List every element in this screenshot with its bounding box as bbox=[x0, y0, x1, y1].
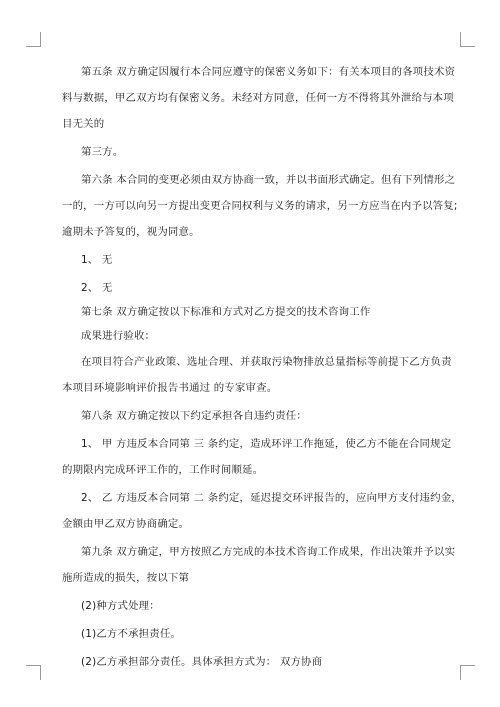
article-8-line-5: 金额由甲乙双方协商确定。 bbox=[62, 518, 190, 530]
article-8-line-3: 的期限内完成环评工作的，工作时间顺延。 bbox=[62, 464, 264, 476]
article-7-line-2: 成果进行验收： bbox=[81, 330, 156, 342]
article-9-line-5: (2)乙方承担部分责任。具体承担方式为： 双方协商 bbox=[81, 656, 323, 668]
article-5-line-3: 目无关的 bbox=[62, 118, 105, 130]
article-8-line-2: 1、 甲 方违反本合同第 三 条约定，造成环评工作拖延，使乙方不能在合同规定 bbox=[81, 438, 452, 450]
article-6-item-2: 2、 无 bbox=[81, 282, 113, 294]
crop-mark-bottom-right bbox=[460, 665, 475, 680]
article-5-line-2: 料与数据，甲乙双方均有保密义务。未经对方同意，任何一方不得将其外泄给与本项 bbox=[62, 92, 454, 104]
article-9-line-3: (2)种方式处理： bbox=[81, 600, 160, 612]
crop-mark-bottom-left bbox=[26, 665, 41, 680]
article-6-item-1: 1、 无 bbox=[81, 254, 113, 266]
article-9-line-2: 施所造成的损失，按以下第 bbox=[62, 572, 190, 584]
article-6-line-1: 第六条 本合同的变更必须由双方协商一致，并以书面形式确定。但有下列情形之 bbox=[81, 174, 456, 186]
article-5-line-4: 第三方。 bbox=[81, 146, 124, 158]
article-8-line-1: 第八条 双方确定按以下约定承担各自违约责任： bbox=[81, 410, 307, 422]
document-body bbox=[62, 66, 462, 669]
crop-mark-top-right bbox=[460, 32, 475, 47]
article-5-line-1: 第五条 双方确定因履行本合同应遵守的保密义务如下：有关本项目的各项技术资 bbox=[81, 66, 456, 78]
article-6-line-2: 一的，一方可以向另一方提出变更合同权利与义务的请求，另一方应当在内予以答复; bbox=[62, 200, 458, 212]
article-7-line-1: 第七条 双方确定按以下标准和方式对乙方提交的技术咨询工作 bbox=[81, 306, 371, 318]
article-6-line-3: 逾期未予答复的，视为同意。 bbox=[62, 226, 200, 238]
article-8-line-4: 2、 乙 方违反本合同第 二 条约定，延迟提交环评报告的，应向甲方支付违约金， bbox=[81, 492, 462, 504]
article-7-line-3: 在项目符合产业政策、选址合理、并获取污染物排放总量指标等前提下乙方负责 bbox=[81, 356, 452, 368]
article-9-line-1: 第九条 双方确定，甲方按照乙方完成的本技术咨询工作成果，作出决策并予以实 bbox=[81, 546, 456, 558]
article-7-line-4: 本项目环境影响评价报告书通过 的专家审查。 bbox=[62, 382, 278, 394]
article-9-line-4: (1)乙方不承担责任。 bbox=[81, 628, 182, 640]
crop-mark-top-left bbox=[26, 32, 41, 47]
